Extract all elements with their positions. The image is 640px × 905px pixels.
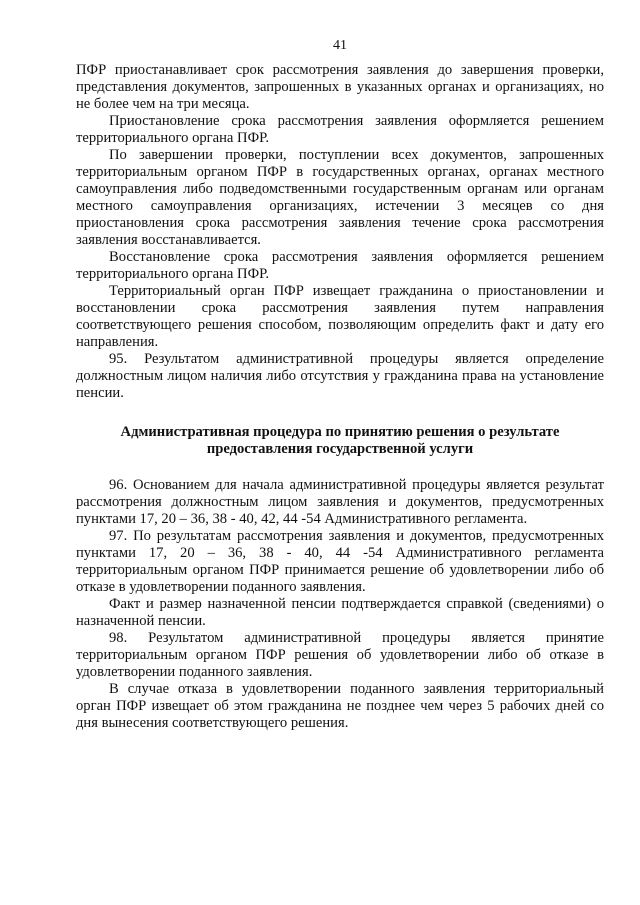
paragraph-refusal-notice: В случае отказа в удовлетворении поданного заявления территориальный орган ПФР извещает об этом гражданина не позднее чем через 5 рабочих дней со дня вынесения соответствующего решения. <box>76 681 604 731</box>
page-body <box>76 62 604 732</box>
paragraph-item-95: 95. Результатом административной процедуры является определение должностным лицом наличия либо отсутствия у гражданина права на установление пенсии. <box>76 351 604 401</box>
paragraph-pension-certificate: Факт и размер назначенной пенсии подтверждается справкой (сведениями) о назначенной пенсии. <box>76 596 604 629</box>
paragraph-item-96: 96. Основанием для начала административной процедуры является результат рассмотрения должностным лицом заявления и документов, предусмотренных пунктами 17, 20 – 36, 38 - 40, 42, 44 -54 Административного регламента. <box>76 477 604 527</box>
paragraph-check-completion: По завершении проверки, поступлении всех документов, запрошенных территориальным органом ПФР в государственных органах, органах местного самоуправления либо подведомственными государственным органам или органам местного самоуправления организациях, истечении 3 месяцев со дня приостановления срока рассмотрения заявления течение срока рассмотрения заявления восстанавливается. <box>76 147 604 248</box>
paragraph-suspension-decision: Приостановление срока рассмотрения заявления оформляется решением территориального органа ПФР. <box>76 113 604 146</box>
section-heading-line-1: Административная процедура по принятию решения о результате <box>120 424 560 440</box>
section-heading <box>76 424 604 458</box>
paragraph-citizen-notification: Территориальный орган ПФР извещает гражданина о приостановлении и восстановлении срока рассмотрения заявления путем направления соответствующего решения способом, позволяющим определить факт и дату его направления. <box>76 283 604 350</box>
paragraph-restoration-decision: Восстановление срока рассмотрения заявления оформляется решением территориального органа ПФР. <box>76 249 604 282</box>
paragraph-item-97: 97. По результатам рассмотрения заявления и документов, предусмотренных пунктами 17, 20 – 36, 38 - 40, 44 -54 Административного регламента территориальным органом ПФР принимается решение об удовлетворении либо об отказе в удовлетворении поданного заявления. <box>76 528 604 595</box>
paragraph-item-98: 98. Результатом административной процедуры является принятие территориальным органом ПФР решения об удовлетворении либо об отказе в удовлетворении поданного заявления. <box>76 630 604 680</box>
section-heading-line-2: предоставления государственной услуги <box>206 441 474 457</box>
page-number: 41 <box>333 38 347 53</box>
paragraph-continuation: ПФР приостанавливает срок рассмотрения заявления до завершения проверки, представления документов, запрошенных в указанных органах и организациях, но не более чем на три месяца. <box>76 62 604 112</box>
